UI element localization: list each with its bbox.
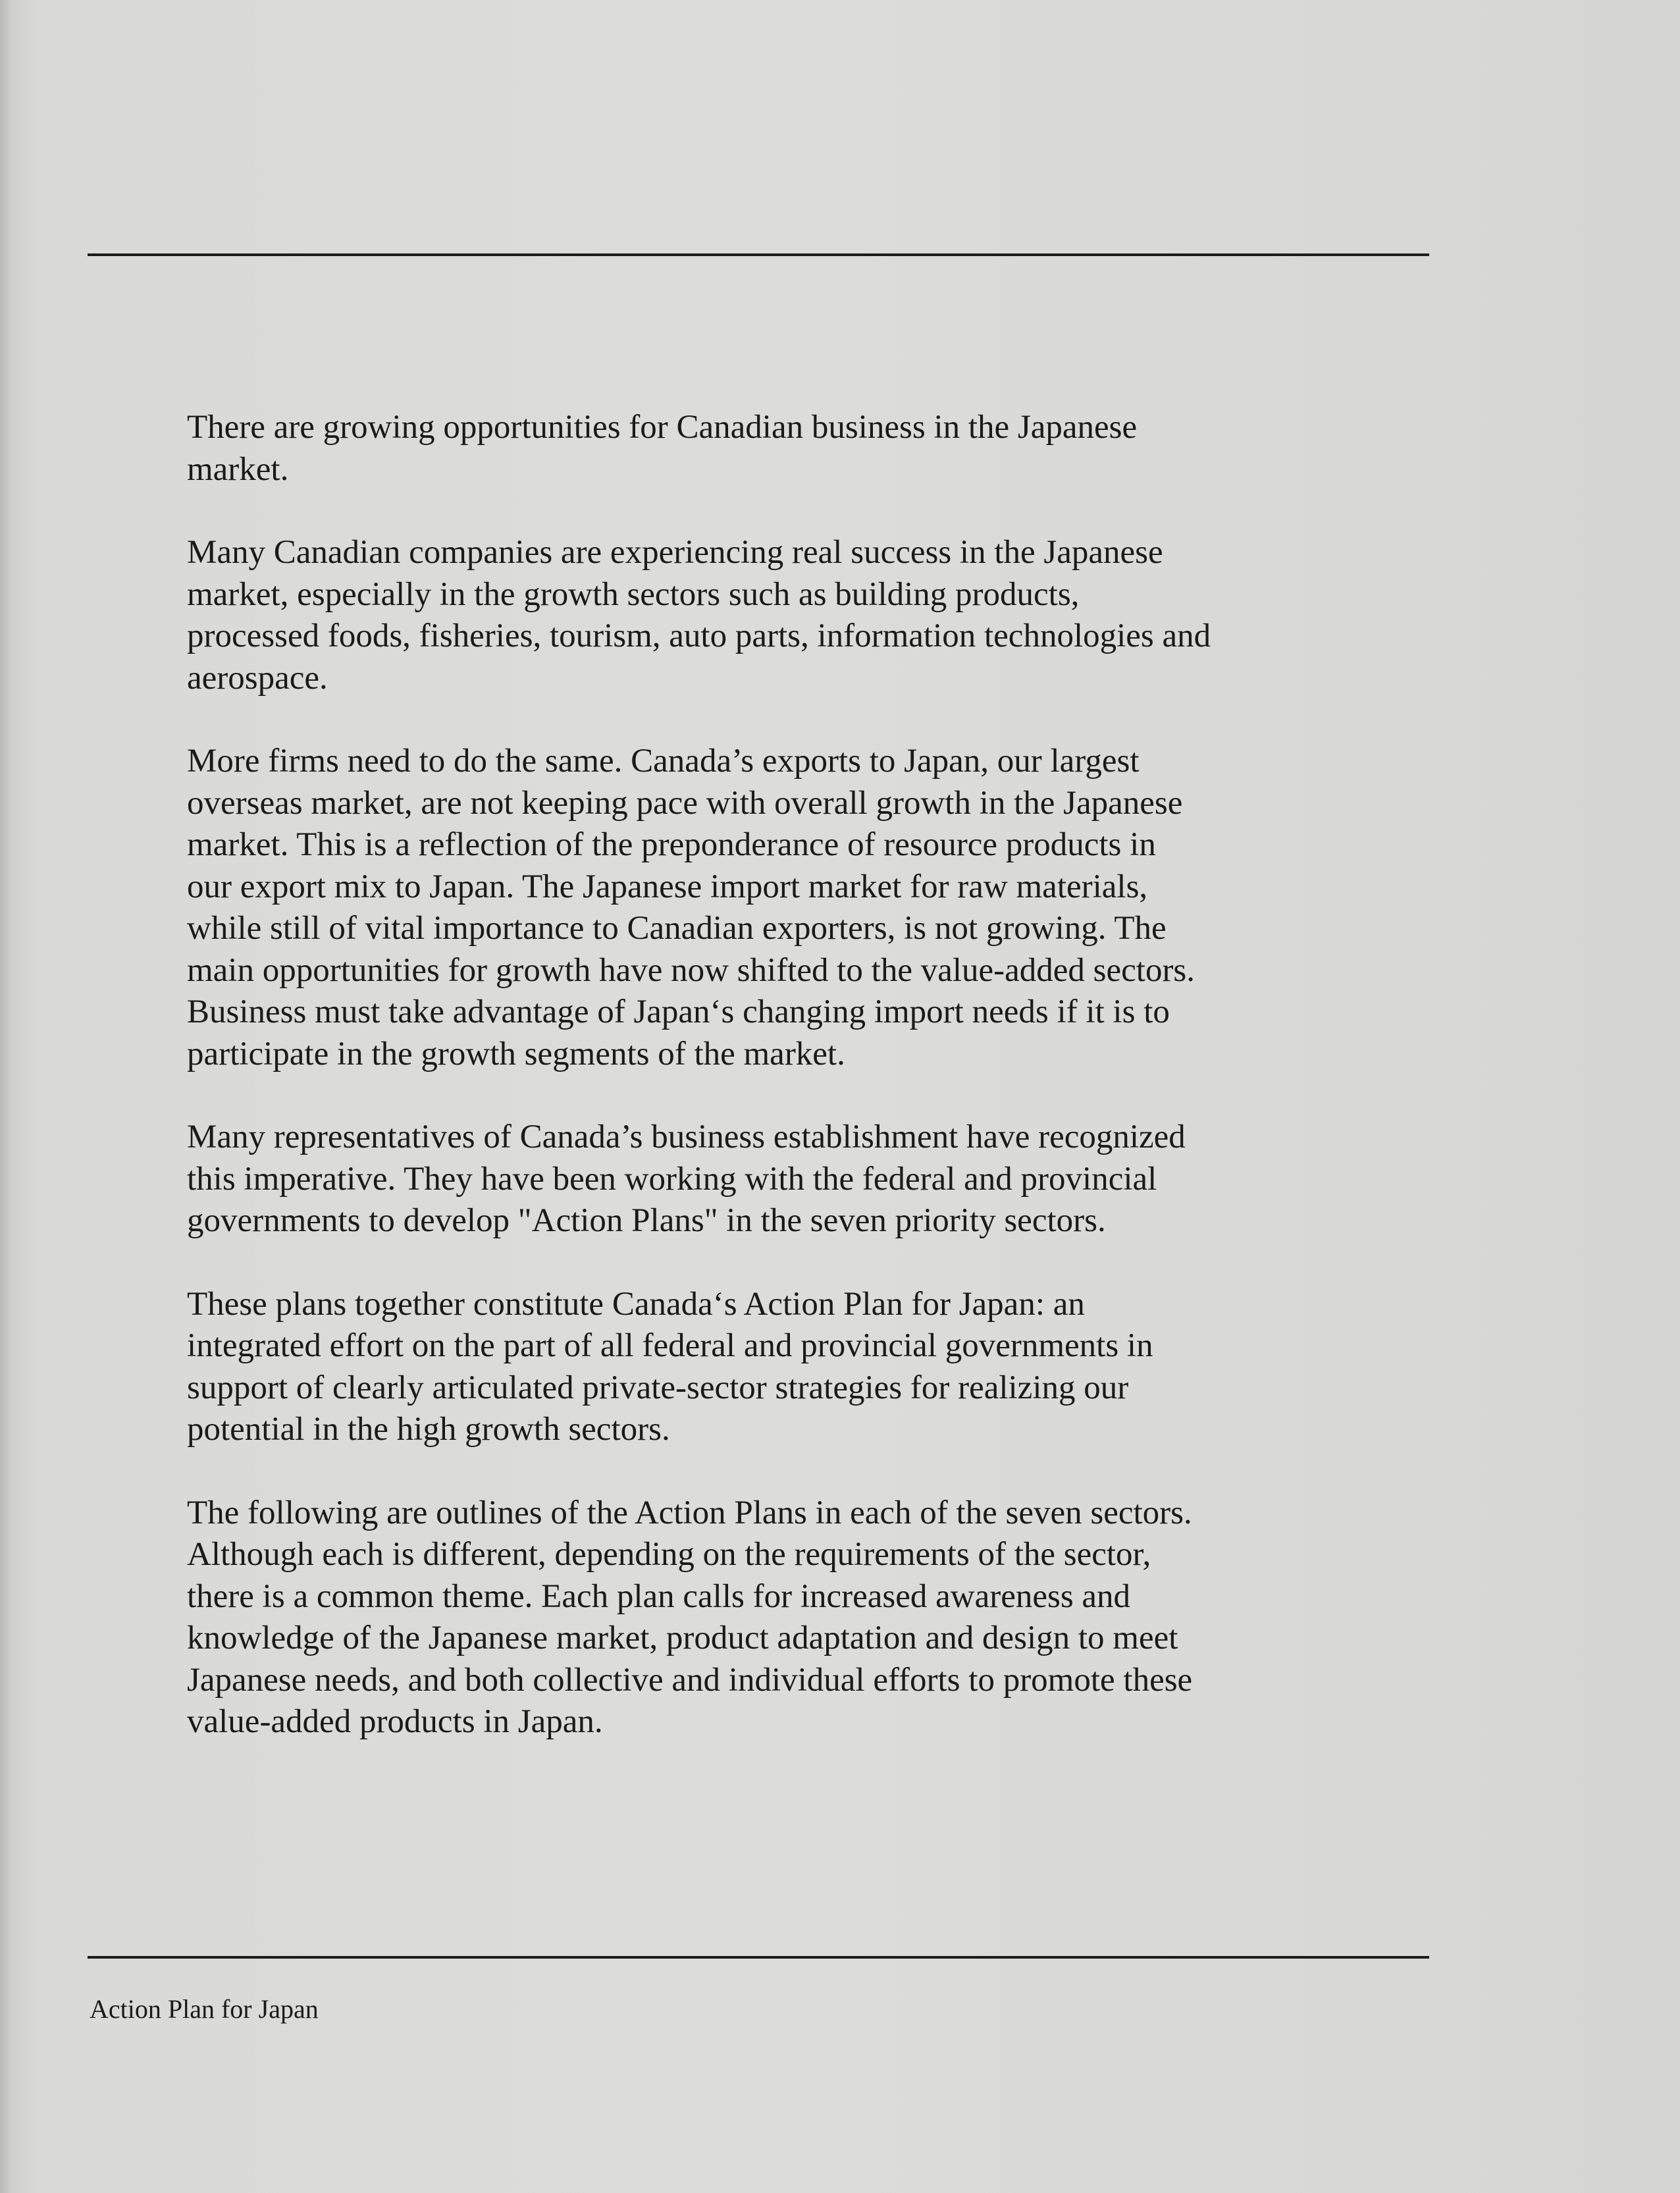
paragraph-4: Many representatives of Canada’s business establishment have recognized this imperative. They have been working with the federal and provincial governments to develop "Action Plans" in the seven priority sectors. — [187, 1119, 1186, 1239]
paragraph-3: More firms need to do the same. Canada’s exports to Japan, our largest overseas market, are not keeping pace with overall growth in the Japanese market. This is a reflection of the preponderance of resource products in our export mix to Japan. The Japanese import market for raw materials, while still of vital importance to Canadian exporters, is not growing. The main opportunities for growth have now shifted to the value-added sectors. Business must take advantage of Japan‘s changing import needs if it is to participate in the growth segments of the market. — [187, 743, 1195, 1072]
paragraph-6: The following are outlines of the Action Plans in each of the seven sectors. Although each is different, depending on the requirements of the sector, there is a common theme. Each plan calls for increased awareness and knowledge of the Japanese market, product adaptation and design to meet Japanese needs, and both collective and individual efforts to promote these value-added products in Japan. — [187, 1494, 1193, 1740]
top-rule — [88, 253, 1429, 256]
paragraph-1: There are growing opportunities for Canadian business in the Japanese market. — [187, 409, 1138, 488]
paragraph-2: Many Canadian companies are experiencing real success in the Japanese market, especially in the growth sectors such as building products, processed foods, fisheries, tourism, auto parts, information technologies and aerospace. — [187, 534, 1211, 697]
page-footer: Action Plan for Japan — [90, 1994, 319, 2024]
body-text — [187, 407, 1346, 1785]
bottom-rule — [88, 1956, 1429, 1959]
paragraph-5: These plans together constitute Canada‘s Action Plan for Japan: an integrated effort on the part of all federal and provincial governments in support of clearly articulated private-sector strategies for realizing our potential in the high growth sectors. — [187, 1285, 1153, 1448]
